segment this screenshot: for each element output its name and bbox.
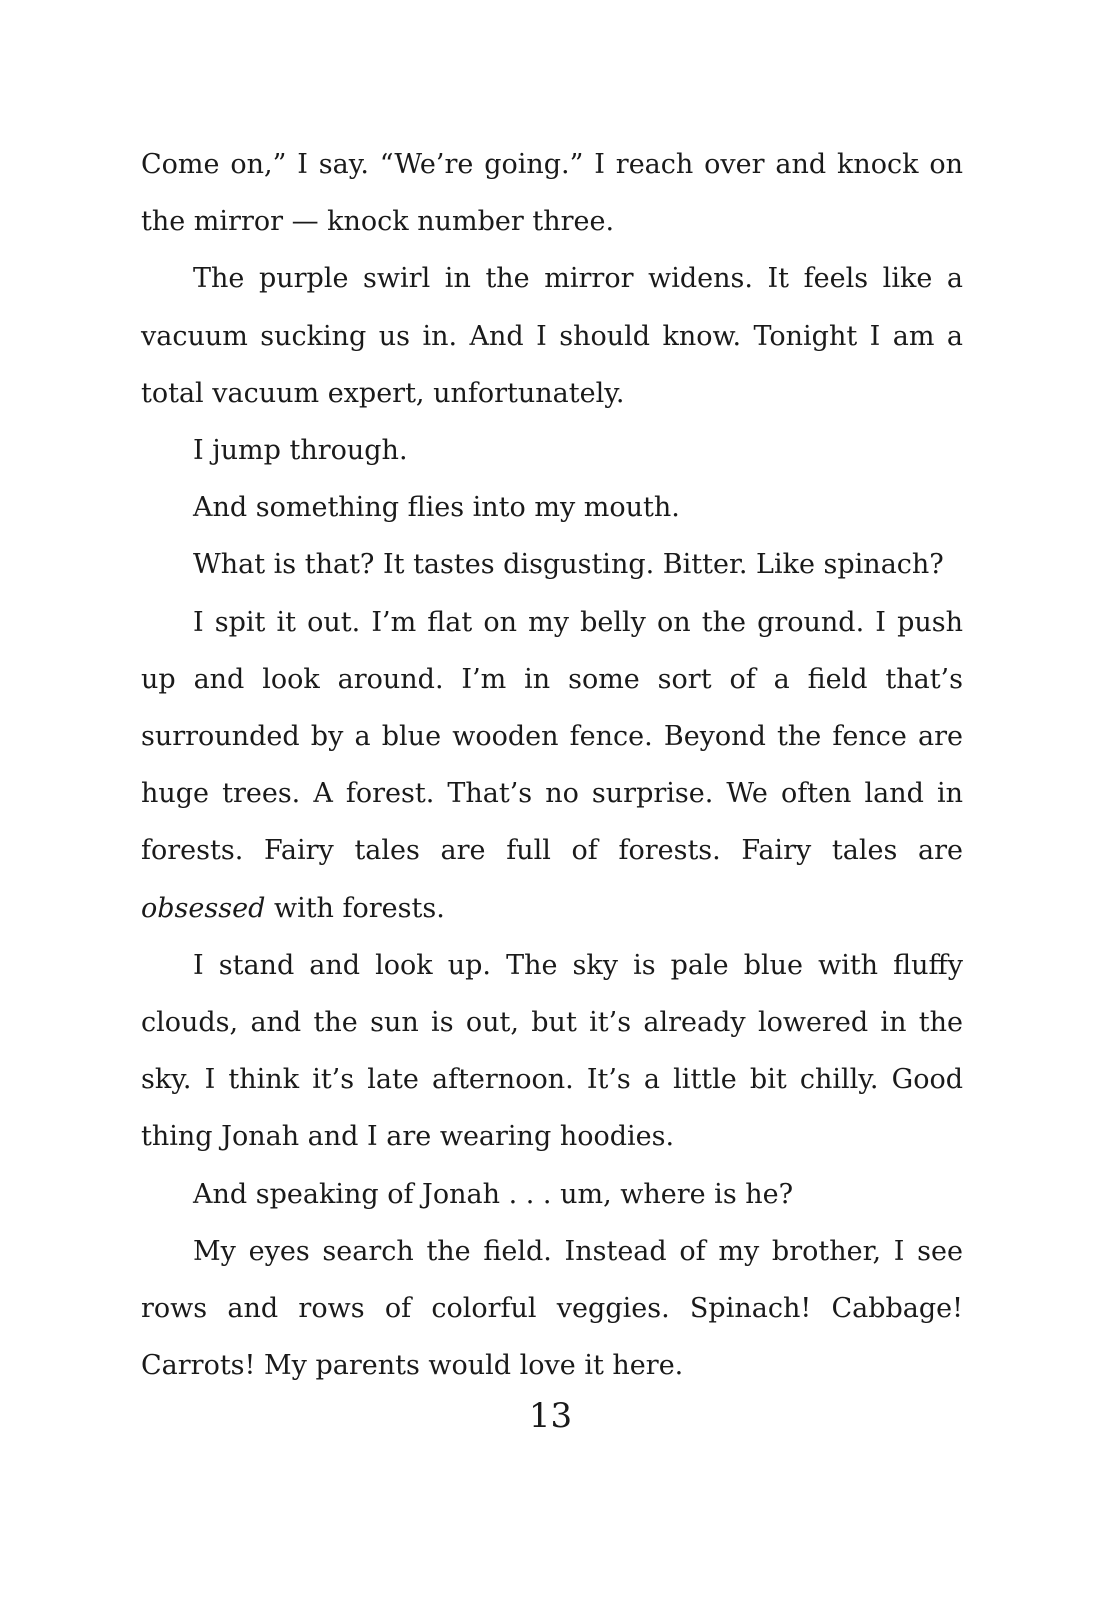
page-number: 13	[528, 1396, 573, 1436]
paragraph-2: The purple swirl in the mirror widens. It feels like a vacuum sucking us in. And I should know. Tonight I am a total vacuum expert, unfortunately.	[141, 263, 963, 409]
paragraph-6	[141, 594, 963, 937]
paragraph-4: And something flies into my mouth.	[193, 492, 680, 524]
paragraph-3: I jump through.	[193, 435, 408, 467]
paragraph-6-end: with forests.	[273, 892, 445, 924]
paragraph-9: My eyes search the field. Instead of my brother, I see rows and rows of colorful veggies. Spinach! Cabbage! Carrots! My parents would love it here.	[141, 1235, 963, 1382]
emphasis-obsessed: obsessed	[141, 892, 266, 924]
paragraph-6-text: I spit it out. I’m flat on my belly on the ground. I push up and look around. I’m in some sort of a field that’s surrounded by a blue wooden fence. Beyond the fence are huge trees. A forest. That’s no surprise. We often land in forests. Fairy tales are full of forests. Fairy tales are	[141, 606, 963, 867]
body-text	[141, 136, 963, 1394]
paragraph-7: I stand and look up. The sky is pale blue with fluffy clouds, and the sun is out, but it’s already lowered in the sky. I think it’s late afternoon. It’s a little bit chilly. Good thing Jonah and I are wearing hoodies.	[141, 949, 963, 1153]
paragraph-1: Come on,” I say. “We’re going.” I reach over and knock on the mirror — knock number three.	[141, 149, 963, 238]
paragraph-5: What is that? It tastes disgusting. Bitter. Like spinach?	[193, 549, 944, 581]
paragraph-8: And speaking of Jonah . . . um, where is he?	[193, 1178, 794, 1210]
